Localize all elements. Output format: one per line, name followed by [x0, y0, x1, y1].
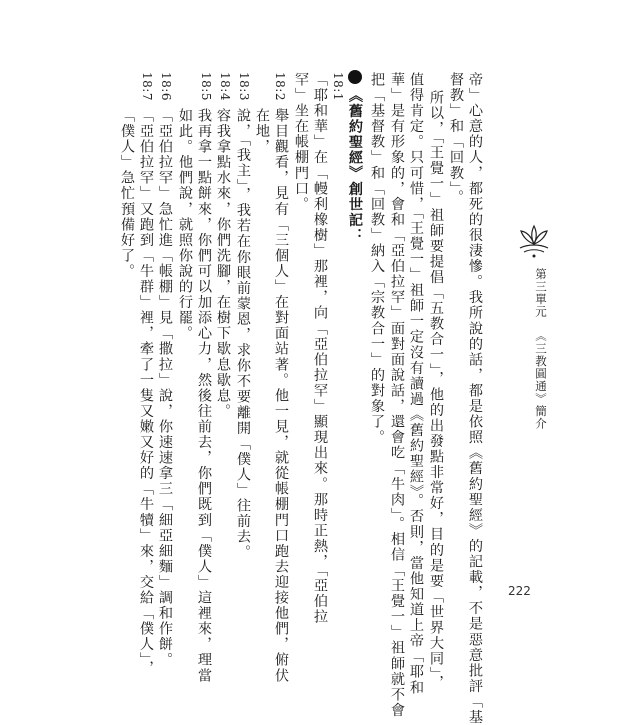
verse-number: 18:4 [218, 72, 232, 101]
verse-text: 「亞伯拉罕」急忙進「帳棚」見「撒拉」說，你速速拿三「細亞細麵」調和作餅。 [157, 108, 173, 668]
verse-text: 在地， [254, 108, 270, 155]
verse-text: 罕」坐在帳棚門口。 [293, 72, 309, 212]
scripture-heading: 《舊約聖經》創世記： [347, 88, 363, 244]
verse-number: 18:3 [237, 72, 251, 101]
paragraph-line: 值得肯定。只可惜，「王覺一」祖師一定沒有讀過《舊約聖經》。否則，當他知道上帝「耶和 [408, 72, 424, 696]
verse-text: 容我拿點水來，你們洗腳，在樹下歇息歇息。 [215, 108, 231, 419]
paragraph-line: 督教」和「回教」。 [448, 72, 464, 205]
lotus-emblem-icon [516, 222, 552, 262]
verse-number: 18:5 [199, 72, 213, 101]
page-number: 222 [508, 584, 531, 598]
paragraph-line: 所以，「王覺一」祖師要提倡「五教合一」，他的出發點非常好，目的是要「世界大同」， [428, 90, 444, 691]
unit-label: 第三單元 [534, 268, 548, 318]
verse-text: 「耶和華」在「幔利橡樹」那裡，向「亞伯拉罕」顯現出來。那時正熱，「亞伯拉 [312, 72, 328, 625]
paragraph-line: 帝」心意的人，都死的很淒慘。我所說的話，都是依照《舊約聖經》的記載，不是惡意批評「基 [467, 72, 483, 725]
verse-number: 18:2 [273, 72, 287, 101]
verse-number: 18:1 [331, 72, 345, 101]
paragraph-line: 把「基督教」和「回教」納入「宗教合一」的對象了。 [369, 72, 385, 446]
paragraph-line: 華」是有形象的，會和「亞伯拉罕」面對面說話，還會吃「牛肉」。相信「王覺一」祖師就不會 [389, 72, 405, 718]
verse-text: 我再拿一點餅來，你們可以加添心力，然後往前去，你們既到「僕人」這裡來，理當 [196, 108, 212, 684]
verse-text: 舉目觀看，見有「三個人」在對面站著。他一見，就從帳棚門口跑去迎接他們，俯伏 [273, 108, 289, 684]
verse-number: 18:6 [159, 72, 173, 101]
verse-text: 如此。他們說，就照你說的行罷。 [177, 108, 193, 342]
heading-bullet-icon [348, 70, 362, 84]
book-title-label: 《三教圓通》簡介 [534, 330, 548, 430]
verse-text: 「僕人」急忙預備好了。 [119, 108, 135, 280]
verse-number: 18:7 [140, 72, 154, 101]
verse-text: 說，「我主」，我若在你眼前蒙恩，求你不要離開「僕人」往前去。 [235, 108, 251, 561]
verse-text: 「亞伯拉罕」又跑到「牛群」裡，牽了一隻又嫩又好的「牛犢」來，交給「僕人」， [138, 108, 154, 677]
